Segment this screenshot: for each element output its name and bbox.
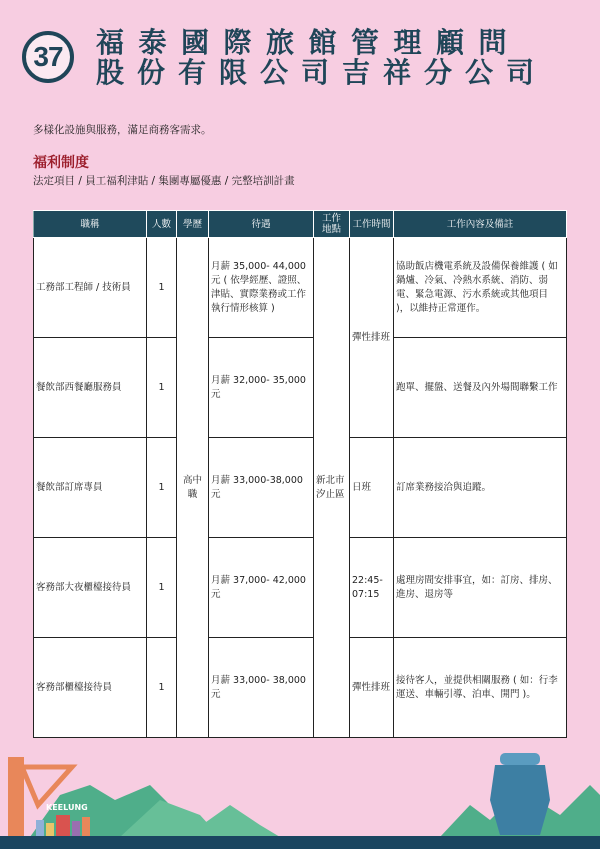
jobs-table <box>33 210 567 738</box>
col-salary: 待遇 <box>209 211 314 238</box>
location: 新北市汐止區 <box>314 238 350 738</box>
job-count: 1 <box>147 538 177 638</box>
job-count: 1 <box>147 638 177 738</box>
job-salary: 月薪 33,000- 38,000 元 <box>209 638 314 738</box>
job-count: 1 <box>147 238 177 338</box>
job-duty: 接待客人，並提供相關服務 ( 如：行李運送、車輛引導、泊車、開門 )。 <box>394 638 567 738</box>
table-row <box>34 238 567 338</box>
keelung-label: KEELUNG <box>46 803 88 812</box>
education: 高中職 <box>177 238 209 738</box>
table-row <box>34 438 567 538</box>
col-count: 人數 <box>147 211 177 238</box>
job-title: 客務部櫃檯接待員 <box>34 638 147 738</box>
table-header-row <box>34 211 567 238</box>
job-duty: 訂席業務接洽與追蹤。 <box>394 438 567 538</box>
job-title: 客務部大夜櫃檯接待員 <box>34 538 147 638</box>
welfare-heading: 福利制度 <box>33 155 89 171</box>
col-education: 學歷 <box>177 211 209 238</box>
job-duty: 跑單、擺盤、送餐及內外場間聯繫工作 <box>394 338 567 438</box>
table-row <box>34 338 567 438</box>
col-hours: 工作時間 <box>350 211 394 238</box>
job-hours: 日班 <box>350 438 394 538</box>
company-name-line1: 福泰國際旅館管理顧問 <box>96 26 522 59</box>
job-hours: 彈性排班 <box>350 238 394 438</box>
table-row <box>34 638 567 738</box>
job-hours: 22:45-07:15 <box>350 538 394 638</box>
keelung-landscape-illustration <box>0 745 600 837</box>
job-duty: 處理房間安排事宜，如：訂房、排房、進房、退房等 <box>394 538 567 638</box>
job-salary: 月薪 33,000-38,000 元 <box>209 438 314 538</box>
company-name-line2: 股份有限公司吉祥分公司 <box>96 56 548 89</box>
job-count: 1 <box>147 438 177 538</box>
company-number-badge: 37 <box>22 31 74 83</box>
job-salary: 月薪 35,000- 44,000 元 ( 依學經歷、證照、津貼、實際業務或工作執行情形核算 ) <box>209 238 314 338</box>
job-salary: 月薪 37,000- 42,000 元 <box>209 538 314 638</box>
table-row <box>34 538 567 638</box>
col-title: 職稱 <box>34 211 147 238</box>
welfare-items: 法定項目 / 員工福利津貼 / 集團專屬優惠 / 完整培訓計畫 <box>33 175 295 187</box>
job-salary: 月薪 32,000- 35,000 元 <box>209 338 314 438</box>
job-duty: 協助飯店機電系統及設備保養維護 ( 如鍋爐、冷氣、冷熱水系統、消防、弱電、緊急電源、污水系統或其他項目 )，以維持正常運作。 <box>394 238 567 338</box>
col-duty: 工作內容及備註 <box>394 211 567 238</box>
company-intro: 多樣化設施與服務，滿足商務客需求。 <box>33 124 212 136</box>
job-title: 餐飲部訂席專員 <box>34 438 147 538</box>
job-count: 1 <box>147 338 177 438</box>
job-title: 餐飲部西餐廳服務員 <box>34 338 147 438</box>
ship-shape <box>490 765 550 835</box>
footer-band <box>0 836 600 849</box>
col-location: 工作地點 <box>314 211 350 238</box>
job-hours: 彈性排班 <box>350 638 394 738</box>
job-title: 工務部工程師 / 技術員 <box>34 238 147 338</box>
